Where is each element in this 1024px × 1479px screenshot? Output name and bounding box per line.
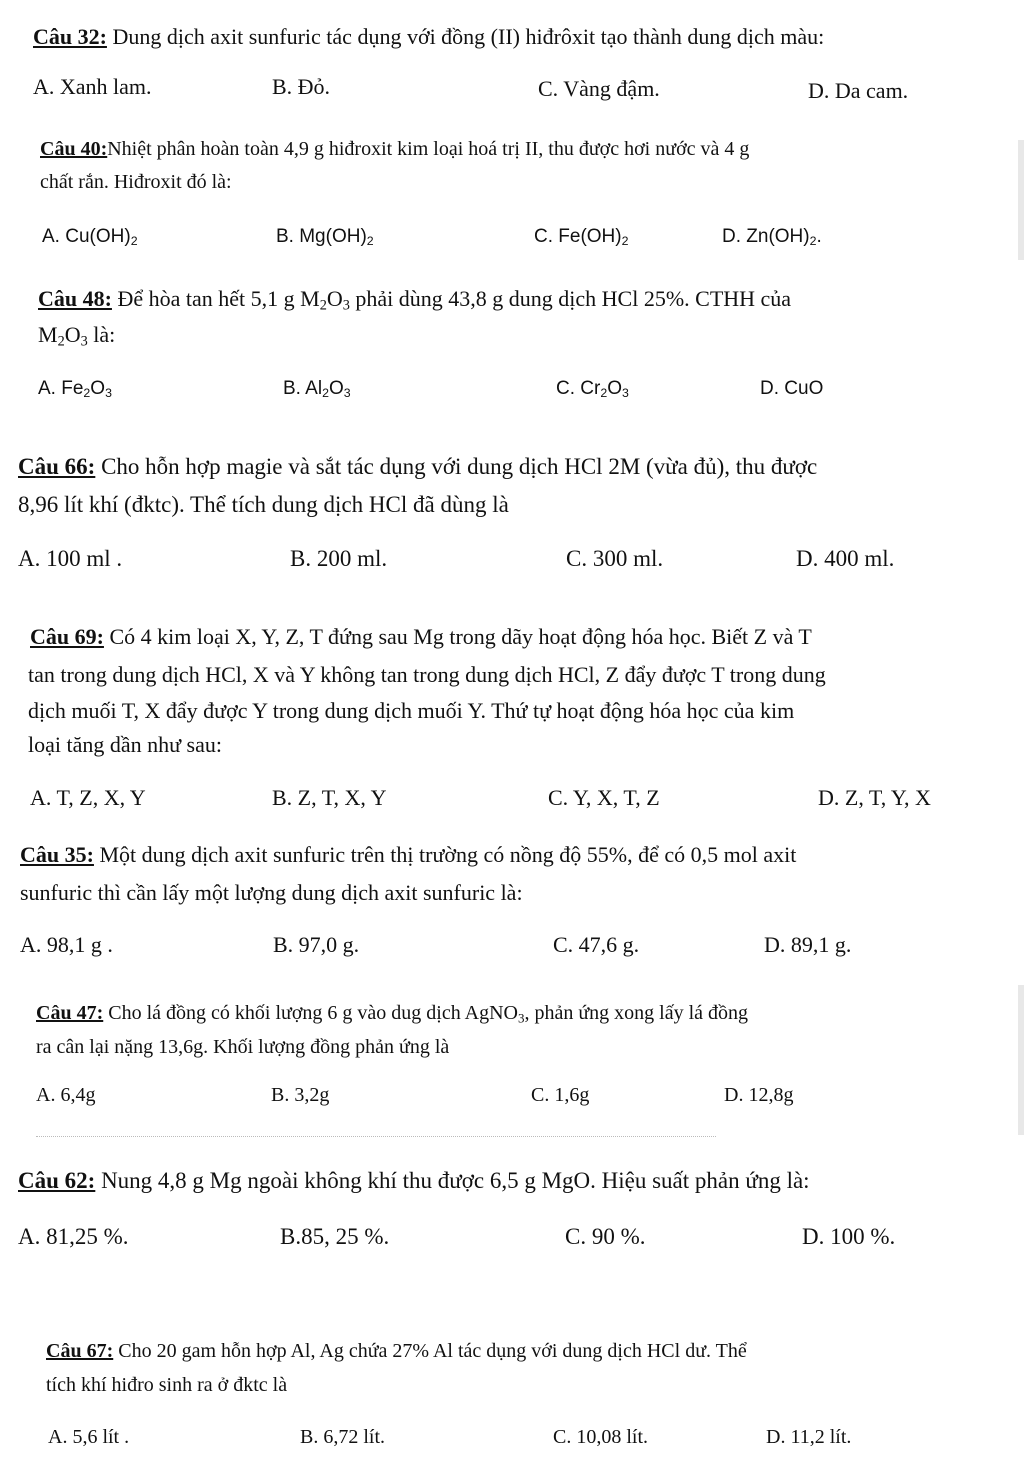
question-35-line-2: sunfuric thì cần lấy một lượng dung dịch axit sunfuric là:	[20, 880, 523, 905]
question-67-option-d[interactable]: D. 11,2 lít.	[766, 1426, 852, 1448]
question-67-number: Câu 67:	[46, 1340, 114, 1362]
question-69-option-d[interactable]: D. Z, T, Y, X	[818, 785, 931, 810]
question-69-number: Câu 69:	[30, 624, 104, 649]
question-62-number: Câu 62:	[18, 1168, 96, 1193]
question-47-line-2: ra cân lại nặng 13,6g. Khối lượng đồng phản ứng là	[36, 1036, 450, 1058]
question-47-option-c[interactable]: C. 1,6g	[531, 1084, 590, 1106]
question-35-line-1	[20, 838, 796, 872]
question-47-option-b[interactable]: B. 3,2g	[271, 1084, 330, 1106]
question-69-line-2: tan trong dung dịch HCl, X và Y không tan trong dung dịch HCl, Z đẩy được T trong dung	[28, 662, 826, 687]
question-48-option-b[interactable]: B. $Al_2O_3$	[283, 378, 351, 401]
question-69-option-a[interactable]: A. T, Z, X, Y	[30, 785, 146, 810]
question-67-option-c[interactable]: C. 10,08 lít.	[553, 1426, 649, 1448]
question-66-text-1: Cho hỗn hợp magie và sắt tác dụng với dung dịch HCl 2M (vừa đủ), thu được	[101, 454, 818, 479]
dotted-divider	[36, 1136, 716, 1138]
question-35-option-a[interactable]: A. 98,1 g .	[20, 932, 113, 957]
question-40-option-c[interactable]: C. $Fe(OH)_2$	[534, 226, 629, 249]
question-69-option-b[interactable]: B. Z, T, X, Y	[272, 785, 387, 810]
question-69-line-3: dịch muối T, X đẩy được Y trong dung dịch muối Y. Thứ tự hoạt động hóa học của kim	[28, 698, 795, 723]
question-62-option-c[interactable]: C. 90 %.	[565, 1224, 646, 1249]
question-35-option-d[interactable]: D. 89,1 g.	[764, 932, 852, 957]
question-35-option-c[interactable]: C. 47,6 g.	[553, 932, 640, 957]
question-40-line-2: chất rắn. Hiđroxit đó là:	[40, 171, 232, 193]
question-48-option-d[interactable]: D. CuO	[760, 378, 824, 399]
question-32-option-c[interactable]: C. Vàng đậm.	[538, 76, 660, 101]
question-35-option-b[interactable]: B. 97,0 g.	[273, 932, 360, 957]
question-62-text-1: Nung 4,8 g Mg ngoài không khí thu được 6,5 g MgO. Hiệu suất phản ứng là:	[101, 1168, 810, 1193]
question-67-text-1: Cho 20 gam hỗn hợp Al, Ag chứa 27% Al tác dụng với dung dịch HCl dư. Thể	[118, 1340, 747, 1362]
question-69-option-c[interactable]: C. Y, X, T, Z	[548, 785, 660, 810]
question-48-line-2: $M_2O_3$ là:	[38, 322, 116, 350]
question-47-number: Câu 47:	[36, 1002, 104, 1024]
question-66-line-2: 8,96 lít khí (đktc). Thể tích dung dịch HCl đã dùng là	[18, 492, 509, 517]
question-40-option-d[interactable]: D. $Zn(OH)_2$.	[722, 226, 822, 249]
question-47-line-1: Câu 47: Cho lá đồng có khối lượng 6 g vào dug dịch AgNO$_3$, phản ứng xong lấy lá đồng	[36, 1002, 749, 1026]
question-48-option-c[interactable]: C. $Cr_2O_3$	[556, 378, 629, 401]
question-32-option-a[interactable]: A. Xanh lam.	[33, 74, 152, 99]
question-40-option-a[interactable]: A. $Cu(OH)_2$	[42, 226, 138, 249]
page-edge-shadow-lower	[1018, 985, 1024, 1135]
question-32-line-1	[33, 20, 824, 54]
question-66-option-d[interactable]: D. 400 ml.	[796, 546, 895, 571]
question-62-option-b[interactable]: B.85, 25 %.	[280, 1224, 390, 1249]
question-40-number: Câu 40:	[40, 138, 108, 160]
question-69-line-1	[30, 620, 812, 654]
question-67-line-2: tích khí hiđro sinh ra ở đktc là	[46, 1374, 288, 1396]
question-69-line-4: loại tăng dần như sau:	[28, 732, 222, 757]
question-32-number: Câu 32:	[33, 24, 107, 49]
question-62-option-a[interactable]: A. 81,25 %.	[18, 1224, 129, 1249]
question-66-option-c[interactable]: C. 300 ml.	[566, 546, 664, 571]
question-48-option-a[interactable]: A. $Fe_2O_3$	[38, 378, 112, 401]
question-67-line-1	[46, 1334, 747, 1368]
question-35-number: Câu 35:	[20, 842, 94, 867]
question-32-text: Dung dịch axit sunfuric tác dụng với đồng (II) hiđrôxit tạo thành dung dịch màu:	[112, 24, 825, 49]
question-40-line-1	[40, 132, 749, 166]
question-66-line-1	[18, 450, 817, 484]
question-32-option-b[interactable]: B. Đỏ.	[272, 74, 331, 99]
question-66-option-b[interactable]: B. 200 ml.	[290, 546, 388, 571]
question-47-option-a[interactable]: A. 6,4g	[36, 1084, 96, 1106]
question-35-text-1: Một dung dịch axit sunfuric trên thị trường có nồng độ 55%, để có 0,5 mol axit	[99, 842, 797, 867]
page-edge-shadow	[1018, 140, 1024, 260]
question-66-option-a[interactable]: A. 100 ml .	[18, 546, 123, 571]
question-48-line-1: Câu 48: Để hòa tan hết 5,1 g $M_2O_3$ phải dùng 43,8 g dung dịch HCl 25%. CTHH của	[38, 286, 792, 314]
question-67-option-b[interactable]: B. 6,72 lít.	[300, 1426, 386, 1448]
question-47-option-d[interactable]: D. 12,8g	[724, 1084, 794, 1106]
question-62-line-1	[18, 1164, 810, 1198]
question-66-number: Câu 66:	[18, 454, 96, 479]
question-69-text-1: Có 4 kim loại X, Y, Z, T đứng sau Mg trong dãy hoạt động hóa học. Biết Z và T	[109, 624, 812, 649]
question-62-option-d[interactable]: D. 100 %.	[802, 1224, 896, 1249]
question-48-number: Câu 48:	[38, 286, 112, 311]
question-32-option-d[interactable]: D. Da cam.	[808, 78, 909, 103]
question-40-text-1: Nhiệt phân hoàn toàn 4,9 g hiđroxit kim loại hoá trị II, thu được hơi nước và 4 g	[107, 138, 750, 160]
question-40-option-b[interactable]: B. $Mg(OH)_2$	[276, 226, 374, 249]
question-67-option-a[interactable]: A. 5,6 lít .	[48, 1426, 130, 1448]
